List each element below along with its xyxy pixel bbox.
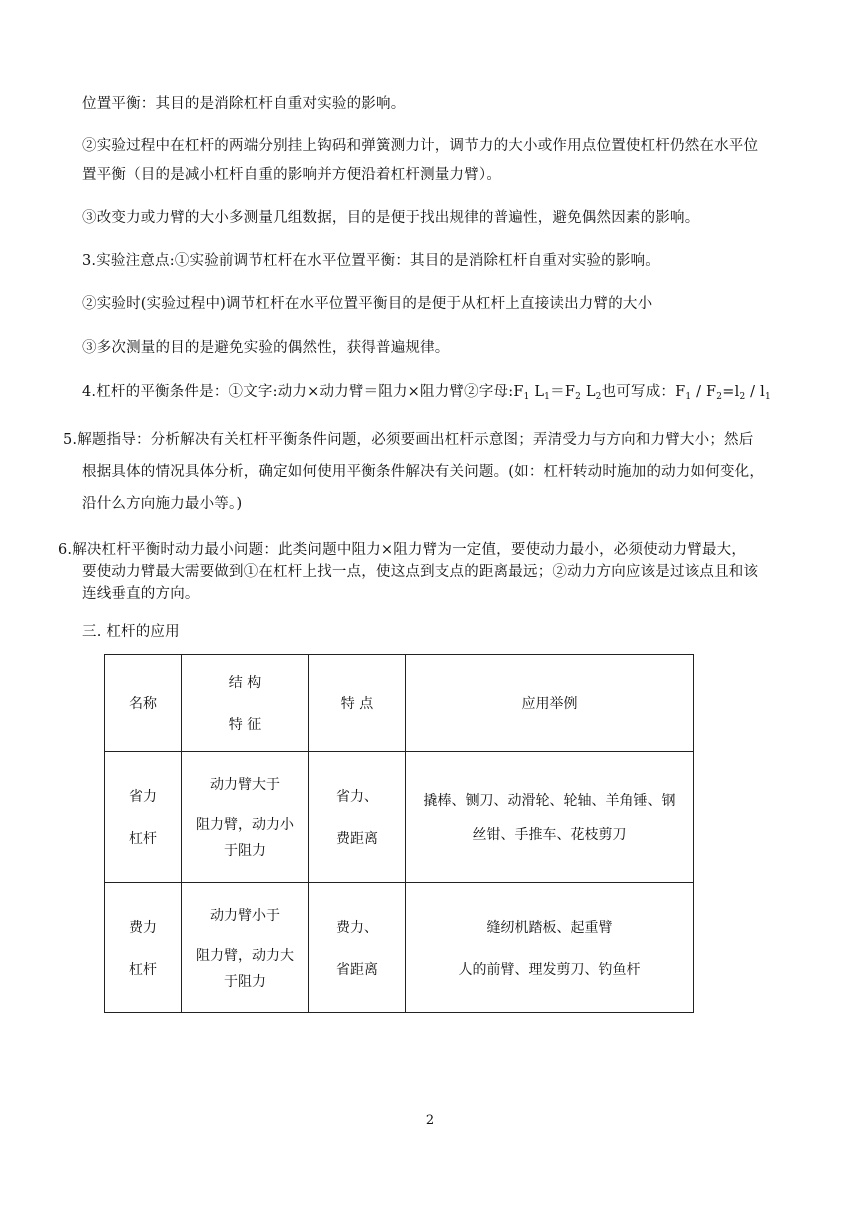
row-name	[105, 752, 182, 883]
paragraph-line: 沿什么方向施力最小等。)	[82, 496, 243, 512]
paragraph-line: ②实验过程中在杠杆的两端分别挂上钩码和弹簧测力计，调节力的大小或作用点位置使杠杆仍然在水平位	[82, 138, 759, 154]
row-structure-line: 于阻力	[224, 843, 266, 859]
formula-symbol: F	[513, 384, 524, 400]
formula-subscript: 1	[544, 392, 551, 402]
row-feature-line: 费力、	[336, 919, 378, 936]
row-name-line: 费力	[129, 919, 157, 936]
formula-symbol: F	[675, 384, 686, 400]
page-number: 2	[425, 1113, 435, 1128]
formula-symbol: L	[534, 384, 545, 400]
formula-subscript: 1	[764, 392, 771, 402]
formula-subscript: 1	[523, 392, 530, 402]
row-feature	[309, 883, 406, 1013]
paragraph-line: ②实验时(实验过程中)调节杠杆在水平位置平衡目的是便于从杠杆上直接读出力臂的大小	[82, 296, 653, 312]
table-row	[105, 752, 694, 883]
row-name-line: 杠杆	[129, 831, 157, 847]
paragraph-line: 位置平衡：其目的是消除杠杆自重对实验的影响。	[82, 96, 406, 112]
header-structure-line: 特 征	[228, 717, 262, 733]
row-feature-line: 省距离	[336, 961, 378, 978]
row-structure	[182, 752, 309, 883]
paragraph-line: 要使动力臂最大需要做到①在杠杆上找一点，使这点到支点的距离最远；②动力方向应该是过该点且和该	[82, 564, 759, 580]
formula-subscript: 2	[716, 392, 723, 402]
formula-slash: /	[691, 384, 707, 400]
paragraph-line: 3.实验注意点:①实验前调节杠杆在水平位置平衡：其目的是消除杠杆自重对实验的影响。	[82, 253, 660, 269]
paragraph-line: 6.解决杠杆平衡时动力最小问题：此类问题中阻力×阻力臂为一定值，要使动力最小，必须使动力臂最大，	[58, 542, 747, 558]
formula-equals: ＝	[550, 384, 565, 400]
row-structure-line: 阻力臂，动力大	[196, 947, 294, 964]
formula-subscript: 2	[595, 392, 602, 402]
row-structure	[182, 883, 309, 1013]
paragraph-line: 连线垂直的方向。	[82, 586, 200, 602]
formula-equals: =	[722, 384, 735, 400]
row-name-line: 省力	[129, 789, 157, 805]
formula-slash: /	[745, 384, 761, 400]
paragraph-line: ③多次测量的目的是避免实验的偶然性，获得普遍规律。	[82, 340, 450, 356]
row-feature	[309, 752, 406, 883]
row-examples-line: 缝纫机踏板、起重臂	[486, 919, 613, 936]
formula-symbol: F	[706, 384, 717, 400]
formula-subscript: 2	[575, 392, 582, 402]
formula-subscript: 1	[685, 392, 692, 402]
paragraph-line: 置平衡（目的是减小杠杆自重的影响并方便沿着杠杆测量力臂）。	[82, 167, 502, 183]
row-examples	[406, 752, 694, 883]
formula-symbol: L	[585, 384, 596, 400]
row-examples	[406, 883, 694, 1013]
formula-lead: 4.杠杆的平衡条件是：①文字:动力×动力臂＝阻力×阻力臂②字母:	[82, 384, 514, 400]
row-feature-line: 费距离	[336, 831, 378, 847]
formula-subscript: 2	[739, 392, 746, 402]
lever-application-table	[104, 654, 694, 1013]
header-structure	[182, 655, 309, 752]
paragraph-line: 5.解题指导：分析解决有关杠杆平衡条件问题，必须要画出杠杆示意图；弄清受力与方向和力臂大小；然后	[63, 432, 754, 448]
header-feature: 特 点	[309, 655, 406, 752]
table-row	[105, 883, 694, 1013]
row-structure-line: 动力臂小于	[210, 907, 280, 924]
header-structure-line: 结 构	[228, 675, 262, 691]
header-examples: 应用举例	[406, 655, 694, 752]
formula-symbol: F	[564, 384, 576, 400]
row-feature-line: 省力、	[336, 789, 378, 805]
row-structure-line: 阻力臂，动力小	[196, 817, 294, 833]
paragraph-line: ③改变力或力臂的大小多测量几组数据，目的是便于找出规律的普遍性，避免偶然因素的影响。	[82, 210, 700, 226]
row-examples-line: 人的前臂、理发剪刀、钓鱼杆	[458, 961, 641, 978]
row-examples-line: 撬棒、铡刀、动滑轮、轮轴、羊角锤、钢	[423, 793, 676, 809]
row-name	[105, 883, 182, 1013]
table-header-row	[105, 655, 694, 752]
row-structure-line: 动力臂大于	[210, 777, 280, 793]
row-structure-line: 于阻力	[224, 973, 266, 990]
row-name-line: 杠杆	[129, 961, 157, 978]
section-title: 三. 杠杆的应用	[82, 624, 180, 640]
paragraph-line: 根据具体的情况具体分析，确定如何使用平衡条件解决有关问题。(如：杠杆转动时施加的动力如何变化，	[82, 464, 765, 480]
balance-condition-line	[82, 380, 771, 402]
formula-alt-text: 也可写成：	[601, 384, 676, 400]
row-examples-line: 丝钳、手推车、花枝剪刀	[472, 827, 627, 843]
formula-symbol: l	[760, 384, 765, 400]
formula-symbol: l	[734, 384, 740, 400]
header-name: 名称	[105, 655, 182, 752]
